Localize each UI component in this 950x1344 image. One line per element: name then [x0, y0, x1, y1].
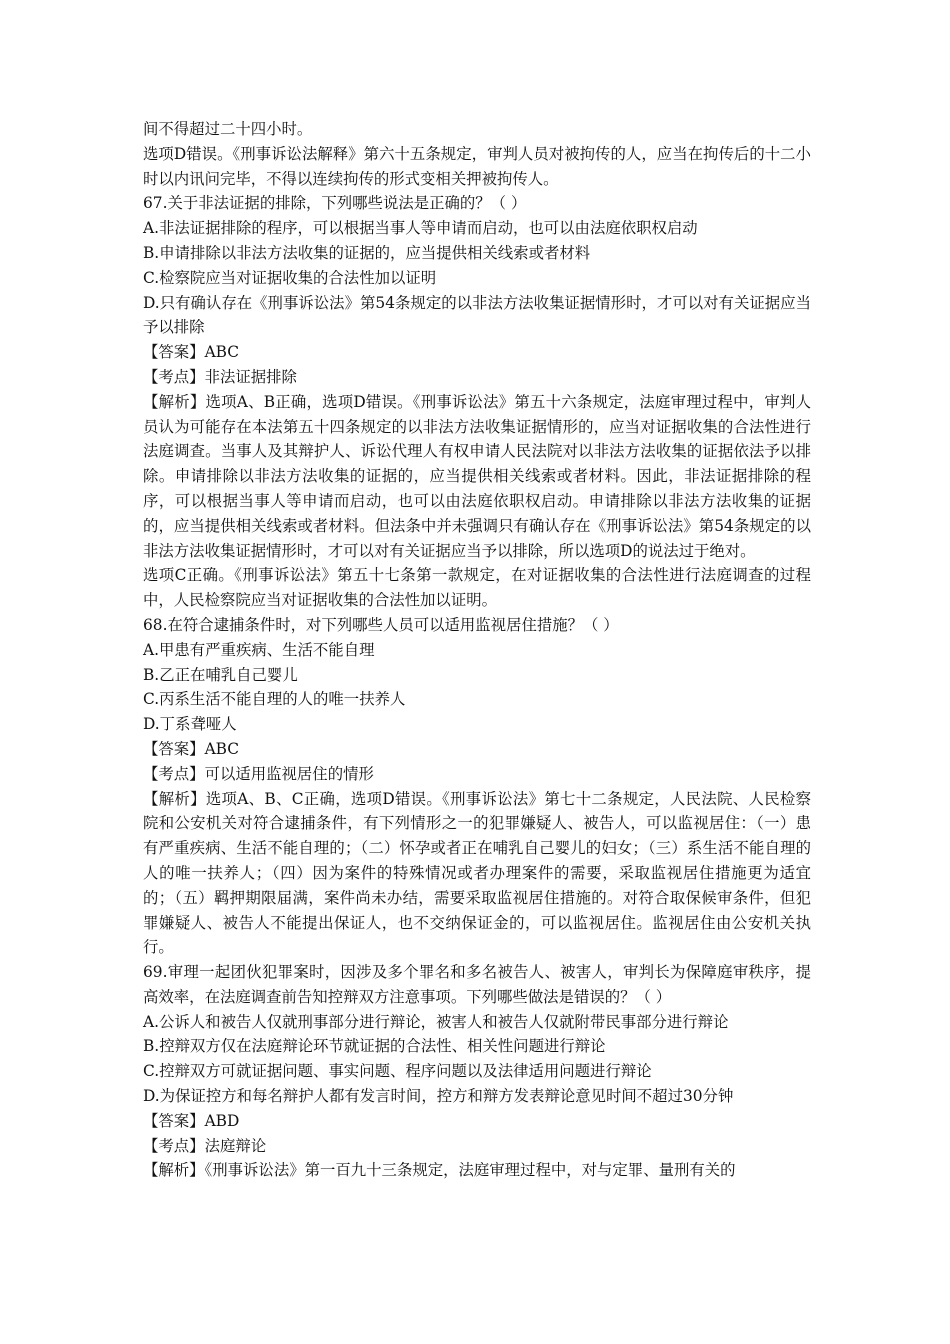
option-d: D.丁系聋哑人 — [143, 715, 237, 734]
option-a: A.非法证据排除的程序，可以根据当事人等申请而启动，也可以由法庭依职权启动 — [143, 219, 698, 238]
option-b: B.申请排除以非法方法收集的证据的，应当提供相关线索或者材料 — [143, 243, 591, 262]
option-a: A.甲患有严重疾病、生活不能自理 — [143, 640, 375, 659]
option-b: B.控辩双方仅在法庭辩论环节就证据的合法性、相关性问题进行辩论 — [143, 1037, 606, 1056]
option-d: D.为保证控方和每名辩护人都有发言时间，控方和辩方发表辩论意见时间不超过30分钟 — [143, 1087, 734, 1106]
option-b: B.乙正在哺乳自己婴儿 — [143, 665, 298, 684]
answer: 【答案】ABD — [143, 1111, 240, 1130]
analysis: 【解析】选项A、B正确，选项D错误。《刑事诉讼法》第五十六条规定，法庭审理过程中，审判人员认为可能存在本法第五十四条规定的以非法方法收集证据情形的，应当对证据收集的合法性进行法庭调查。当事人及其辩护人、诉讼代理人有权申请人民法院对以非法方法收集的证据依法予以排除。申请排除以非法方法收集的证据的，应当提供相关线索或者材料。因此，非法证据排除的程序，可以根据当事人等申请而启动，也可以由法庭依职权启动。申请排除以非法方法收集的证据的，应当提供相关线索或者材料。但法条中并未强调只有确认存在《刑事诉讼法》第54条规定的以非法方法收集证据情形时，才可以对有关证据应当予以排除，所以选项D的说法过于绝对。 — [143, 392, 811, 560]
question-68: 68.在符合逮捕条件时，对下列哪些人员可以适用监视居住措施？（ ） — [143, 615, 619, 634]
document-page — [143, 117, 811, 1183]
option-c: C.检察院应当对证据收集的合法性加以证明 — [143, 268, 437, 287]
option-d: D.只有确认存在《刑事诉讼法》第54条规定的以非法方法收集证据情形时，才可以对有关证据应当予以排除 — [143, 293, 811, 337]
analysis: 【解析】选项A、B、C正确，选项D错误。《刑事诉讼法》第七十二条规定，人民法院、人民检察院和公安机关对符合逮捕条件，有下列情形之一的犯罪嫌疑人、被告人，可以监视居住：（一）患有严重疾病、生活不能自理的；（二）怀孕或者正在哺乳自己婴儿的妇女；（三）系生活不能自理的人的唯一扶养人；（四）因为案件的特殊情况或者办理案件的需要，采取监视居住措施更为适宜的；（五）羁押期限届满，案件尚未办结，需要采取监视居住措施的。对符合取保候审条件，但犯罪嫌疑人、被告人不能提出保证人，也不交纳保证金的，可以监视居住。监视居住由公安机关执行。 — [143, 789, 811, 957]
answer: 【答案】ABC — [143, 739, 240, 758]
key-point: 【考点】非法证据排除 — [143, 367, 297, 386]
paragraph: 选项D错误。《刑事诉讼法解释》第六十五条规定，审判人员对被拘传的人，应当在拘传后的十二小时以内讯问完毕，不得以连续拘传的形式变相关押被拘传人。 — [143, 144, 811, 188]
question-69: 69.审理一起团伙犯罪案时，因涉及多个罪名和多名被告人、被害人，审判长为保障庭审秩序，提高效率，在法庭调查前告知控辩双方注意事项。下列哪些做法是错误的？（ ） — [143, 963, 811, 1006]
option-c: C.控辩双方可就证据问题、事实问题、程序问题以及法律适用问题进行辩论 — [143, 1062, 652, 1081]
key-point: 【考点】可以适用监视居住的情形 — [143, 764, 374, 783]
paragraph: 间不得超过二十四小时。 — [143, 120, 313, 138]
key-point: 【考点】法庭辩论 — [143, 1136, 267, 1155]
paragraph: 选项C正确。《刑事诉讼法》第五十七条第一款规定，在对证据收集的合法性进行法庭调查的过程中，人民检察院应当对证据收集的合法性加以证明。 — [143, 566, 811, 610]
option-c: C.丙系生活不能自理的人的唯一扶养人 — [143, 690, 406, 709]
option-a: A.公诉人和被告人仅就刑事部分进行辩论，被害人和被告人仅就附带民事部分进行辩论 — [143, 1012, 729, 1031]
analysis: 【解析】《刑事诉讼法》第一百九十三条规定，法庭审理过程中，对与定罪、量刑有关的 — [143, 1161, 736, 1180]
answer: 【答案】ABC — [143, 343, 240, 362]
question-67: 67.关于非法证据的排除，下列哪些说法是正确的？（ ） — [143, 194, 527, 213]
